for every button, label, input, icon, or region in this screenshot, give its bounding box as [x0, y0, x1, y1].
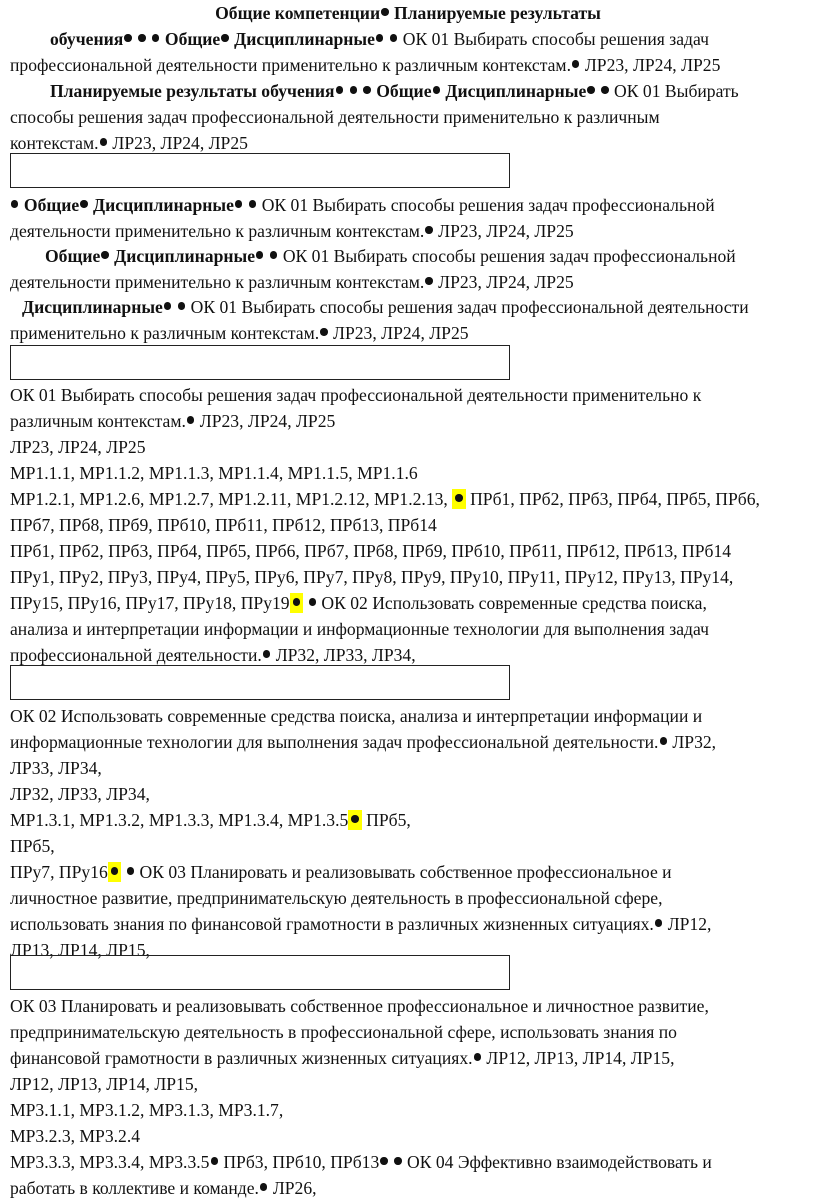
empty-table-cell — [10, 955, 510, 990]
block7-line-5 — [10, 1097, 808, 1123]
bullet-dot-icon — [187, 416, 194, 423]
text-mr-codes: МР3.1.1, МР3.1.2, МР3.1.3, МР3.1.7, — [10, 1100, 284, 1120]
bullet-dot-icon — [263, 650, 270, 657]
bullet-dot-icon — [80, 200, 87, 207]
block5-line-1 — [10, 382, 808, 408]
bullet-dot-icon — [211, 1157, 218, 1164]
block4-line-1 — [22, 294, 808, 320]
bullet-dot-icon — [433, 86, 440, 93]
block5-line-3 — [10, 434, 808, 460]
block5-line-9 — [10, 590, 808, 616]
text-lr-codes: ЛР12, — [663, 914, 712, 934]
block5-line-5 — [10, 486, 808, 512]
heading-planned-results: Планируемые результаты обучения — [50, 81, 335, 101]
bullet-dot-icon — [380, 1157, 387, 1164]
header-line-1 — [0, 0, 816, 26]
block6-line-5 — [10, 807, 808, 833]
empty-table-cell — [10, 665, 510, 700]
bullet-dot-icon — [350, 86, 357, 93]
block3-line-2 — [10, 269, 808, 295]
text-ok03: ОК 03 Планировать и реализовывать собственное профессиональное и личностное развитие, — [10, 996, 709, 1016]
text-ok02: ОК 02 Использовать современные средства поиска, анализа и интерпретации информации и — [10, 706, 703, 726]
block5-line-10 — [10, 616, 808, 642]
text-lr-codes: ЛР23, ЛР24, ЛР25 — [433, 272, 574, 292]
block7-line-6 — [10, 1123, 808, 1149]
highlighted-bullet — [452, 489, 465, 509]
header-line-3 — [10, 52, 808, 78]
block5-line-4 — [10, 460, 808, 486]
block2-line-2 — [10, 218, 808, 244]
bullet-dot-icon — [101, 251, 108, 258]
heading-general: Общие — [371, 81, 432, 101]
bullet-dot-icon — [601, 86, 608, 93]
heading-planned-results: Планируемые результаты — [389, 3, 601, 23]
bullet-dot-icon — [425, 226, 432, 233]
block1-line-1 — [50, 78, 808, 104]
header-line-2 — [50, 26, 808, 52]
bullet-dot-icon — [235, 200, 242, 207]
block6-line-7 — [10, 859, 808, 885]
text-lr-codes: ЛР12, ЛР13, ЛР14, ЛР15, — [10, 1074, 199, 1094]
block7-line-3 — [10, 1045, 808, 1071]
heading-general: Общие — [19, 195, 80, 215]
text-ok01: ОК 01 Выбирать способы решения задач профессиональной деятельности применительно к — [10, 385, 702, 405]
bullet-dot-icon — [138, 34, 145, 41]
text-ok03-cont: финансовой грамотности в различных жизненных ситуациях. — [10, 1048, 473, 1068]
heading-disciplinary: Дисциплинарные — [109, 246, 256, 266]
block5-line-6 — [10, 512, 808, 538]
text-ok02-cont: информационные технологии для выполнения задач профессиональной деятельности. — [10, 732, 659, 752]
bullet-dot-icon — [425, 277, 432, 284]
text-prb-codes: ПРб1, ПРб2, ПРб3, ПРб4, ПРб5, ПРб6, — [465, 489, 760, 509]
text-lr-codes: ЛР26, — [268, 1178, 317, 1198]
heading-learning: обучения — [50, 29, 124, 49]
text-ok02-cont: анализа и интерпретации информации и информационные технологии для выполнения задач — [10, 619, 709, 639]
block3-line-1 — [45, 243, 808, 269]
text-ok01-cont: профессиональной деятельности применительно к различным контекстам. — [10, 55, 571, 75]
bullet-dot-icon — [124, 34, 131, 41]
heading-disciplinary: Дисциплинарные — [441, 81, 587, 101]
bullet-dot-icon — [127, 867, 134, 874]
text-lr-codes: ЛР32, ЛР33, ЛР34, — [10, 784, 150, 804]
text-lr-codes: ЛР23, ЛР24, ЛР25 — [433, 221, 574, 241]
text-pru-codes: ПРу1, ПРу2, ПРу3, ПРу4, ПРу5, ПРу6, ПРу7, ПРу8, ПРу9, ПРу10, ПРу11, ПРу12, ПРу13, ПРу14, — [10, 567, 734, 587]
block6-line-9 — [10, 911, 808, 937]
block6-line-1 — [10, 703, 808, 729]
bullet-dot-icon — [293, 598, 300, 605]
bullet-dot-icon — [363, 86, 370, 93]
heading-general: Общие — [160, 29, 221, 49]
text-prb-codes: ПРб3, ПРб10, ПРб13 — [218, 1152, 380, 1172]
bullet-dot-icon — [390, 34, 397, 41]
text-prb-codes: ПРб5, — [10, 836, 55, 856]
bullet-dot-icon — [660, 737, 667, 744]
text-ok01: ОК 01 Выбирать — [609, 81, 739, 101]
text-ok03: ОК 03 Планировать и реализовывать собственное профессиональное и — [135, 862, 672, 882]
text-lr-codes: ЛР33, ЛР34, — [10, 758, 102, 778]
text-pru-codes: ПРу7, ПРу16 — [10, 862, 108, 882]
heading-general-competencies: Общие компетенции — [215, 3, 381, 23]
bullet-dot-icon — [178, 302, 185, 309]
text-ok02: ОК 02 Использовать современные средства поиска, — [316, 593, 707, 613]
block6-line-4 — [10, 781, 808, 807]
block5-line-2 — [10, 408, 808, 434]
bullet-dot-icon — [11, 200, 18, 207]
text-ok01: ОК 01 Выбирать способы решения задач профессиональной — [257, 195, 715, 215]
text-ok01-cont: деятельности применительно к различным контекстам. — [10, 221, 425, 241]
text-mr-codes: МР1.2.1, МР1.2.6, МР1.2.7, МР1.2.11, МР1.2.12, МР1.2.13, — [10, 489, 453, 509]
heading-general: Общие — [45, 246, 101, 266]
text-lr-codes: ЛР23, ЛР24, ЛР25 — [328, 323, 469, 343]
text-prb-codes: ПРб7, ПРб8, ПРб9, ПРб10, ПРб11, ПРб12, ПРб13, ПРб14 — [10, 515, 437, 535]
bullet-dot-icon — [587, 86, 594, 93]
text-prb-codes: ПРб1, ПРб2, ПРб3, ПРб4, ПРб5, ПРб6, ПРб7, ПРб8, ПРб9, ПРб10, ПРб11, ПРб12, ПРб13, ПРб14 — [10, 541, 732, 561]
bullet-dot-icon — [474, 1053, 481, 1060]
bullet-dot-icon — [572, 60, 579, 67]
block7-line-2 — [10, 1019, 808, 1045]
text-ok04: ОК 04 Эффективно взаимодействовать и — [402, 1152, 712, 1172]
text-ok01-cont: применительно к различным контекстам. — [10, 323, 320, 343]
text-contexts: различным контекстам. — [10, 411, 186, 431]
text-lr-codes: ЛР13, ЛР14, ЛР15, — [10, 940, 150, 960]
text-ok01: ОК 01 Выбирать способы решения задач — [398, 29, 709, 49]
bullet-dot-icon — [455, 494, 462, 501]
empty-table-cell — [10, 345, 510, 380]
text-pru-codes: ПРу15, ПРу16, ПРу17, ПРу18, ПРу19 — [10, 593, 290, 613]
bullet-dot-icon — [351, 815, 358, 822]
text-lr-codes: ЛР23, ЛР24, ЛР25 — [580, 55, 721, 75]
text-ok04-cont: работать в коллективе и команде. — [10, 1178, 259, 1198]
text-mr-codes: МР3.2.3, МР3.2.4 — [10, 1126, 141, 1146]
block6-line-3 — [10, 755, 808, 781]
block5-line-8 — [10, 564, 808, 590]
block2-line-1 — [10, 192, 808, 218]
bullet-dot-icon — [376, 34, 383, 41]
text-lr-codes: ЛР12, ЛР13, ЛР14, ЛР15, — [482, 1048, 675, 1068]
bullet-dot-icon — [152, 34, 159, 41]
bullet-dot-icon — [320, 328, 327, 335]
text-ok01: ОК 01 Выбирать способы решения задач профессиональной деятельности — [186, 297, 749, 317]
block7-line-7 — [10, 1149, 808, 1175]
bullet-dot-icon — [336, 86, 343, 93]
block7-line-1 — [10, 993, 808, 1019]
text-lr-codes: ЛР32, — [667, 732, 717, 752]
block6-line-8 — [10, 885, 808, 911]
text-mr-codes: МР1.1.1, МР1.1.2, МР1.1.3, МР1.1.4, МР1.1.5, МР1.1.6 — [10, 463, 418, 483]
bullet-dot-icon — [381, 8, 388, 15]
heading-disciplinary: Дисциплинарные — [88, 195, 234, 215]
highlighted-bullet — [348, 810, 361, 830]
bullet-dot-icon — [394, 1157, 401, 1164]
text-prb-codes: ПРб5, — [361, 810, 411, 830]
text-ok02-cont: профессиональной деятельности. — [10, 645, 262, 665]
block6-line-6 — [10, 833, 808, 859]
bullet-dot-icon — [164, 302, 171, 309]
bullet-dot-icon — [249, 200, 256, 207]
text-contexts: контекстам. — [10, 133, 99, 153]
block1-line-2 — [10, 104, 808, 130]
empty-table-cell — [10, 153, 510, 188]
bullet-dot-icon — [221, 34, 228, 41]
bullet-dot-icon — [655, 919, 662, 926]
bullet-dot-icon — [256, 251, 263, 258]
highlighted-bullet — [290, 593, 303, 613]
bullet-dot-icon — [100, 138, 107, 145]
block5-line-7 — [10, 538, 808, 564]
text-ok01: ОК 01 Выбирать способы решения задач профессиональной — [278, 246, 736, 266]
text-lr-codes: ЛР23, ЛР24, ЛР25 — [108, 133, 248, 153]
bullet-dot-icon — [270, 251, 277, 258]
text-ok03-cont: использовать знания по финансовой грамотности в различных жизненных ситуациях. — [10, 914, 654, 934]
heading-disciplinary: Дисциплинарные — [22, 297, 163, 317]
text-ok03-cont: предпринимательскую деятельность в профессиональной сфере, использовать знания по — [10, 1022, 677, 1042]
block7-line-8 — [10, 1175, 808, 1201]
highlighted-bullet — [108, 862, 121, 882]
block4-line-2 — [10, 320, 808, 346]
bullet-dot-icon — [111, 867, 118, 874]
text-lr-codes: ЛР23, ЛР24, ЛР25 — [195, 411, 336, 431]
bullet-dot-icon — [309, 598, 316, 605]
text-mr-codes: МР3.3.3, МР3.3.4, МР3.3.5 — [10, 1152, 210, 1172]
heading-disciplinary: Дисциплинарные — [229, 29, 375, 49]
block7-line-4 — [10, 1071, 808, 1097]
text-mr-codes: МР1.3.1, МР1.3.2, МР1.3.3, МР1.3.4, МР1.3.5 — [10, 810, 349, 830]
text-ok03-cont: личностное развитие, предпринимательскую деятельность в профессиональной сфере, — [10, 888, 663, 908]
text-lr-codes: ЛР32, ЛР33, ЛР34, — [271, 645, 416, 665]
block6-line-2 — [10, 729, 808, 755]
text-ok01-cont: деятельности применительно к различным контекстам. — [10, 272, 425, 292]
bullet-dot-icon — [260, 1183, 267, 1190]
text-ok01-cont: способы решения задач профессиональной деятельности применительно к различным — [10, 107, 660, 127]
text-lr-codes: ЛР23, ЛР24, ЛР25 — [10, 437, 146, 457]
